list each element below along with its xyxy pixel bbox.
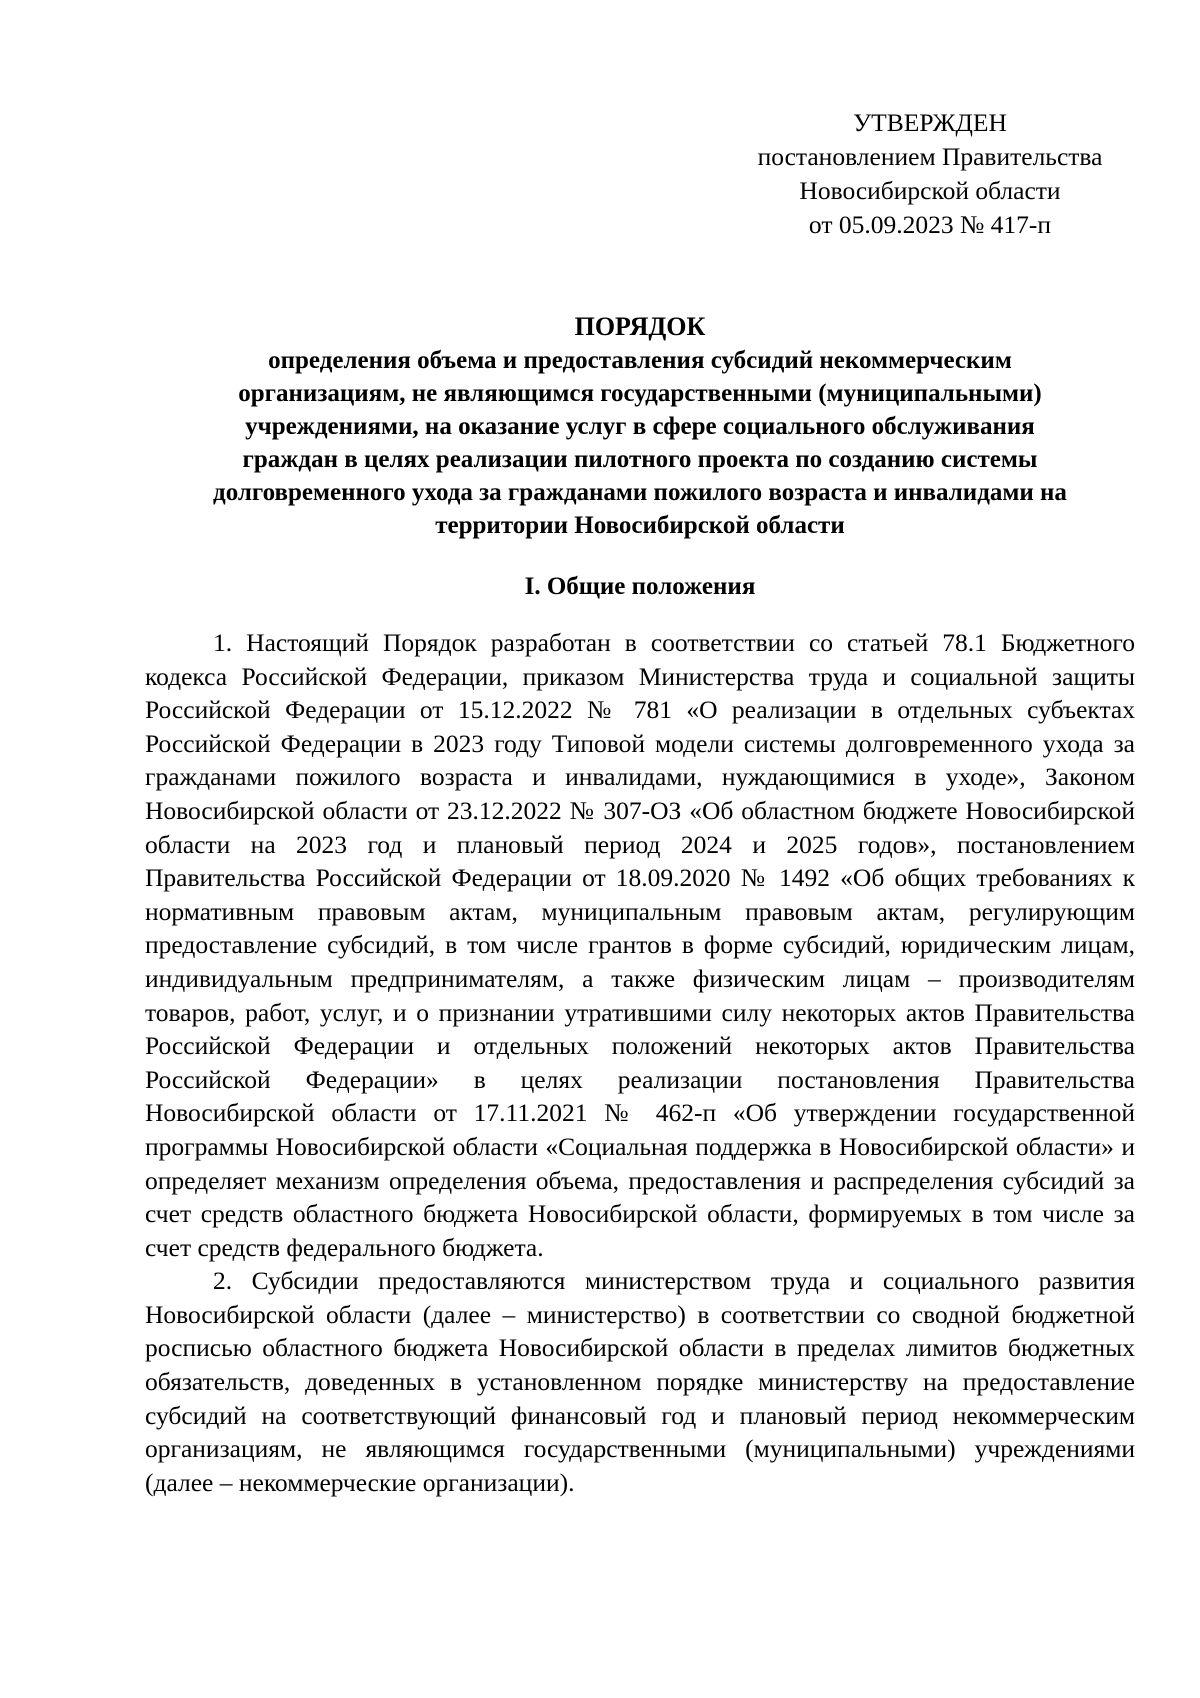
document-subtitle-line: граждан в целях реализации пилотного проекта по созданию системы — [242, 446, 1038, 473]
approval-block — [740, 106, 1120, 242]
document-subtitle-line: учреждениями, на оказание услуг в сфере социального обслуживания — [245, 413, 1035, 440]
approval-authority: постановлением Правительства — [757, 142, 1103, 171]
document-title-block — [145, 310, 1135, 542]
paragraph-1: 1. Настоящий Порядок разработан в соответствии со статьей 78.1 Бюджетного кодекса Российской Федерации, приказом Министерства труда и социальной защиты Российской Федерации от 15.12.2022 № 781 «О реализации в отдельных субъектах Российской Федерации в 2023 году Типовой модели системы долговременного ухода за гражданами пожилого возраста и инвалидами, нуждающимися в уходе», Законом Новосибирской области от 23.12.2022 № 307-ОЗ «Об областном бюджете Новосибирской области на 2023 год и плановый период 2024 и 2025 годов», постановлением Правительства Российской Федерации от 18.09.2020 № 1492 «Об общих требованиях к нормативным правовым актам, муниципальным правовым актам, регулирующим предоставление субсидий, в том числе грантов в форме субсидий, юридическим лицам, индивидуальным предпринимателям, а также физическим лицам – производителям товаров, работ, услуг, и о признании утратившими силу некоторых актов Правительства Российской Федерации и отдельных положений некоторых актов Правительства Российской Федерации» в целях реализации постановления Правительства Новосибирской области от 17.11.2021 № 462-п «Об утверждении государственной программы Новосибирской области «Социальная поддержка в Новосибирской области» и определяет механизм определения объема, предоставления и распределения субсидий за счет средств областного бюджета Новосибирской области, формируемых в том числе за счет средств федерального бюджета. — [145, 628, 1135, 1262]
document-body — [145, 626, 1135, 1499]
document-subtitle-line: долговременного ухода за гражданами пожилого возраста и инвалидами на — [213, 479, 1067, 506]
approval-date-number: от 05.09.2023 № 417-п — [808, 210, 1052, 239]
paragraph-2: 2. Субсидии предоставляются министерством труда и социального развития Новосибирской области (далее – министерство) в соответствии со сводной бюджетной росписью областного бюджета Новосибирской области в пределах лимитов бюджетных обязательств, доведенных в установленном порядке министерству на предоставление субсидий на соответствующий финансовый год и плановый период некоммерческим организациям, не являющимся государственными (муниципальными) учреждениями (далее – некоммерческие организации). — [145, 1266, 1135, 1497]
document-subtitle-line: организациям, не являющимся государственными (муниципальными) — [238, 380, 1042, 407]
document-subtitle-line: территории Новосибирской области — [435, 512, 845, 539]
approval-region: Новосибирской области — [799, 176, 1061, 205]
approval-status: УТВЕРЖДЕН — [853, 108, 1007, 137]
document-title: ПОРЯДОК — [574, 312, 706, 341]
section-heading: I. Общие положения — [524, 573, 756, 600]
document-subtitle-line: определения объема и предоставления субсидий некоммерческим — [268, 347, 1012, 374]
